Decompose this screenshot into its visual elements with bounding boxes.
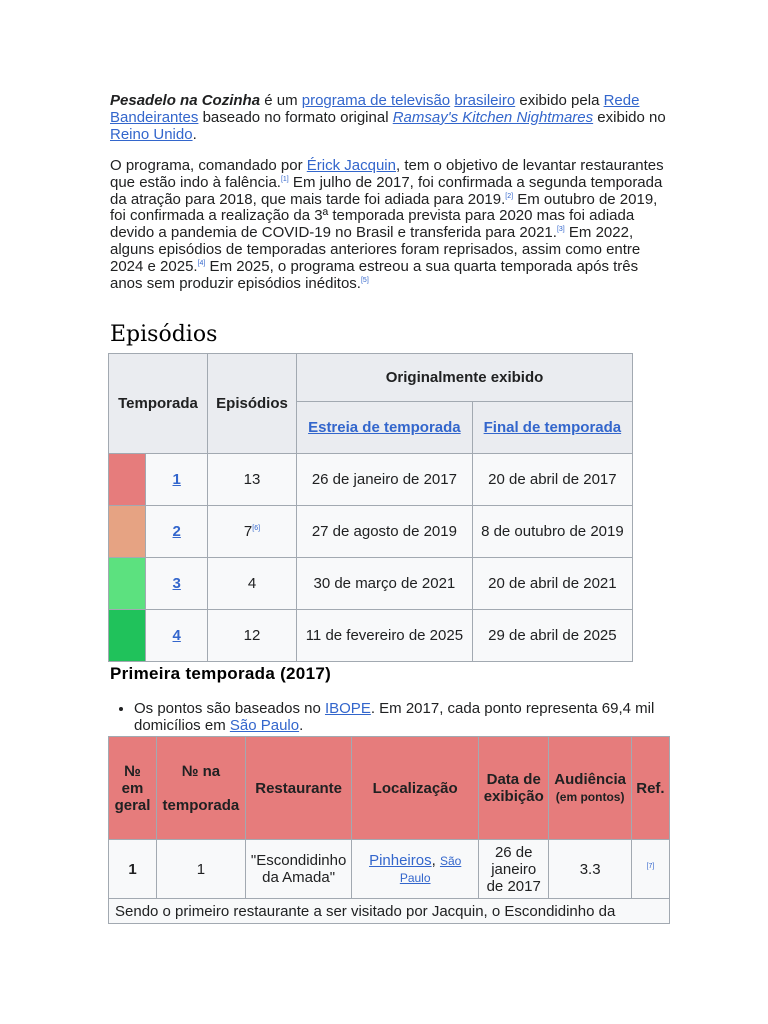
link-season-number[interactable]: 2 — [172, 523, 181, 540]
link-season-finale[interactable]: Final de temporada — [483, 419, 622, 436]
finale-date: 8 de outubro de 2019 — [472, 506, 632, 558]
season-color-swatch — [109, 506, 146, 558]
link-season-number[interactable]: 4 — [172, 627, 181, 644]
intro-text: baseado no formato original — [198, 108, 393, 126]
reference-link[interactable]: [4] — [197, 259, 206, 267]
show-title: Pesadelo na Cozinha — [110, 92, 261, 109]
table-row — [109, 840, 670, 899]
reference-link[interactable]: [6] — [252, 525, 261, 532]
link-rede-bandeirantes[interactable]: Rede Bandeirantes — [110, 92, 640, 126]
finale-date: 20 de abril de 2021 — [472, 558, 632, 610]
location-cell — [352, 840, 479, 899]
intro-text: exibido pela — [515, 92, 604, 109]
season-row — [109, 506, 633, 558]
column-header-ref: Ref. — [631, 737, 669, 840]
para-text: Em 2022, alguns episódios de temporadas anteriores foram reprisados, assim como entre 2024 e 2025. — [110, 224, 641, 275]
column-header-original-airing: Originalmente exibido — [297, 354, 633, 402]
link-programa-tv[interactable]: programa de televisão — [301, 92, 451, 109]
season-episode-number: 1 — [156, 840, 245, 899]
link-sao-paulo[interactable]: São Paulo — [229, 717, 300, 734]
episode-description: Sendo o primeiro restaurante a ser visitado por Jacquin, o Escondidinho da — [109, 899, 670, 924]
episode-count-cell — [208, 506, 297, 558]
premiere-date: 27 de agosto de 2019 — [297, 506, 473, 558]
link-sao-paulo-location[interactable]: São Paulo — [399, 854, 462, 885]
episode-count: 4 — [208, 558, 297, 610]
column-header-location: Localização — [352, 737, 479, 840]
para-text: Em outubro de 2019, foi confirmada a realização da 3ª temporada prevista para 2020 mas foi adiada devido a pandemia de COVID-19 no Brasil e transferida para 2021. — [110, 190, 658, 242]
link-ibope[interactable]: IBOPE — [324, 700, 371, 717]
link-reino-unido[interactable]: Reino Unido — [110, 125, 193, 143]
column-header-audience — [549, 737, 631, 840]
link-season-premiere[interactable]: Estreia de temporada — [308, 419, 461, 436]
link-pinheiros[interactable]: Pinheiros — [369, 852, 432, 869]
ref-cell — [631, 840, 669, 899]
season-row — [109, 558, 633, 610]
episode-count: 7 — [243, 523, 253, 540]
header-line: temporada — [162, 796, 240, 814]
note-text: . — [299, 717, 304, 734]
link-season-number[interactable]: 3 — [172, 575, 181, 592]
note-text: . Em 2017, cada ponto representa 69,4 mil domicílios em — [134, 700, 655, 734]
reference-link[interactable]: [7] — [646, 862, 655, 870]
table-row-description — [109, 899, 670, 924]
intro-text: é um — [260, 92, 302, 109]
intro-paragraph — [110, 93, 666, 143]
para-text: Em julho de 2017, foi confirmada a segunda temporada da atração para 2018, que mais tarde foi adiada para 2019. — [110, 173, 663, 208]
first-season-heading: Primeira temporada (2017) — [110, 664, 332, 683]
column-header-season: Temporada — [109, 354, 208, 454]
reference-link[interactable]: [1] — [280, 175, 289, 183]
air-date: 26 de janeiro de 2017 — [478, 840, 548, 899]
premiere-date: 26 de janeiro de 2017 — [297, 454, 473, 506]
episodes-table — [108, 736, 670, 924]
header-subline: (em pontos) — [555, 790, 625, 804]
header-line: № na — [181, 762, 221, 780]
reference-link[interactable]: [5] — [360, 276, 369, 284]
column-header-restaurant: Restaurante — [245, 737, 352, 840]
seasons-table — [108, 353, 633, 662]
restaurant-name: "Escondidinho da Amada" — [245, 840, 352, 899]
season-row — [109, 610, 633, 662]
overall-number: 1 — [109, 840, 157, 899]
column-header-air-date: Data de exibição — [478, 737, 548, 840]
para-text: , tem o objetivo de levantar restaurantes que estão indo à falência. — [110, 157, 664, 191]
header-line: Audiência — [554, 771, 626, 788]
audience-value: 3.3 — [549, 840, 631, 899]
season-row — [109, 454, 633, 506]
intro-text: exibido no — [593, 108, 666, 126]
column-header-finale — [472, 402, 632, 454]
column-header-overall-number: № em geral — [109, 737, 157, 840]
column-header-season-number — [156, 737, 245, 840]
notes-list — [110, 700, 674, 734]
intro-text: . — [192, 125, 197, 143]
column-header-premiere — [297, 402, 473, 454]
location-separator: , — [431, 852, 440, 869]
season-color-swatch — [109, 454, 146, 506]
column-header-episodes: Episódios — [208, 354, 297, 454]
episode-count: 12 — [208, 610, 297, 662]
link-brasileiro[interactable]: brasileiro — [454, 92, 516, 109]
finale-date: 20 de abril de 2017 — [472, 454, 632, 506]
premiere-date: 11 de fevereiro de 2025 — [297, 610, 473, 662]
season-color-swatch — [109, 610, 146, 662]
description-paragraph — [110, 158, 666, 292]
episode-count: 13 — [208, 454, 297, 506]
list-item — [134, 700, 674, 734]
link-erick-jacquin[interactable]: Érick Jacquin — [306, 157, 396, 174]
para-text: Em 2025, o programa estreou a sua quarta temporada após três anos sem produzir episódios inéditos. — [110, 257, 639, 292]
season-color-swatch — [109, 558, 146, 610]
episodes-heading: Episódios — [110, 322, 218, 347]
finale-date: 29 de abril de 2025 — [472, 610, 632, 662]
link-season-number[interactable]: 1 — [172, 471, 181, 488]
reference-link[interactable]: [3] — [556, 226, 565, 234]
para-text: O programa, comandado por — [110, 157, 307, 174]
note-text: Os pontos são baseados no — [134, 700, 325, 717]
reference-link[interactable]: [2] — [505, 192, 514, 200]
premiere-date: 30 de março de 2021 — [297, 558, 473, 610]
link-ramsays-kitchen-nightmares[interactable]: Ramsay's Kitchen Nightmares — [392, 108, 594, 126]
